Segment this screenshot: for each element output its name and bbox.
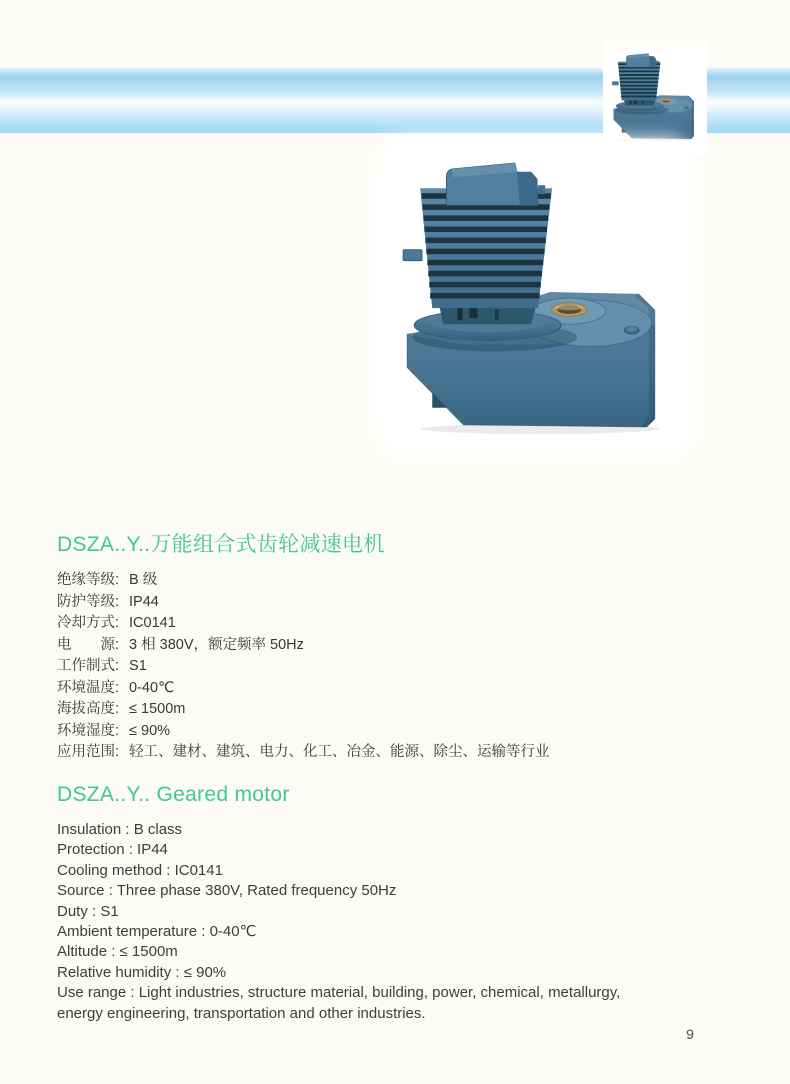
spec-label: 冷却方式: [57,615,120,631]
english-section-title: DSZA..Y.. Geared motor [57,783,290,806]
spec-value: 轻工、建材、建筑、电力、化工、冶金、能源、除尘、运输等行业 [129,744,550,760]
spec-row-humidity-cn [57,721,757,743]
geared-motor-image [399,159,671,436]
spec-row-cooling-cn [57,613,757,635]
spec-row-protection-cn [57,592,757,614]
spec-label: 环境湿度: [57,722,120,739]
spec-value: 0-40℃ [129,679,175,696]
spec-value: B 级 [129,572,158,588]
product-thumbnail [603,40,707,154]
product-photo [395,156,675,438]
spec-value: ≤ 1500m [129,701,186,717]
en-line-source: Source : Three phase 380V, Rated frequency 50Hz [57,882,397,900]
spec-row-use-range-cn [57,742,757,764]
spec-label: 海拔高度: [57,701,120,717]
spec-label: 防护等级: [57,593,120,610]
spec-value: S1 [129,658,147,674]
spec-value: IP44 [129,593,159,610]
en-line-humidity: Relative humidity : ≤ 90% [57,963,227,981]
en-line-altitude: Altitude : ≤ 1500m [57,943,178,961]
en-line-insulation: Insulation : B class [57,821,183,838]
spec-row-ambient-temp-cn [57,678,757,700]
spec-label: 电 源: [57,636,120,653]
spec-value: ≤ 90% [129,722,171,739]
spec-row-duty-cn [57,656,757,678]
en-line-duty: Duty : S1 [57,902,119,920]
en-line-ambient-temp: Ambient temperature : 0-40℃ [57,923,257,941]
chinese-spec-section [57,533,757,764]
spec-label: 绝缘等级: [57,572,120,588]
page-number: 9 [686,1026,694,1042]
english-spec-section [57,783,757,1024]
spec-value: 3 相 380V，额定频率 50Hz [129,636,304,653]
spec-row-source-cn [57,635,757,657]
en-line-use-range-2: energy engineering, transportation and other industries. [57,1004,426,1022]
geared-motor-thumbnail-image [611,51,699,143]
en-line-use-range-1: Use range : Light industries, structure material, building, power, chemical, metallurgy, [57,984,621,1002]
chinese-section-title: DSZA..Y..万能组合式齿轮减速电机 [57,533,385,556]
spec-label: 环境温度: [57,679,120,696]
en-line-cooling: Cooling method : IC0141 [57,861,223,879]
spec-row-insulation-cn [57,570,757,592]
spec-label: 工作制式: [57,658,120,674]
en-line-protection: Protection : IP44 [57,841,168,859]
spec-label: 应用范围: [57,744,120,760]
spec-value: IC0141 [129,615,176,631]
spec-row-altitude-cn [57,699,757,721]
